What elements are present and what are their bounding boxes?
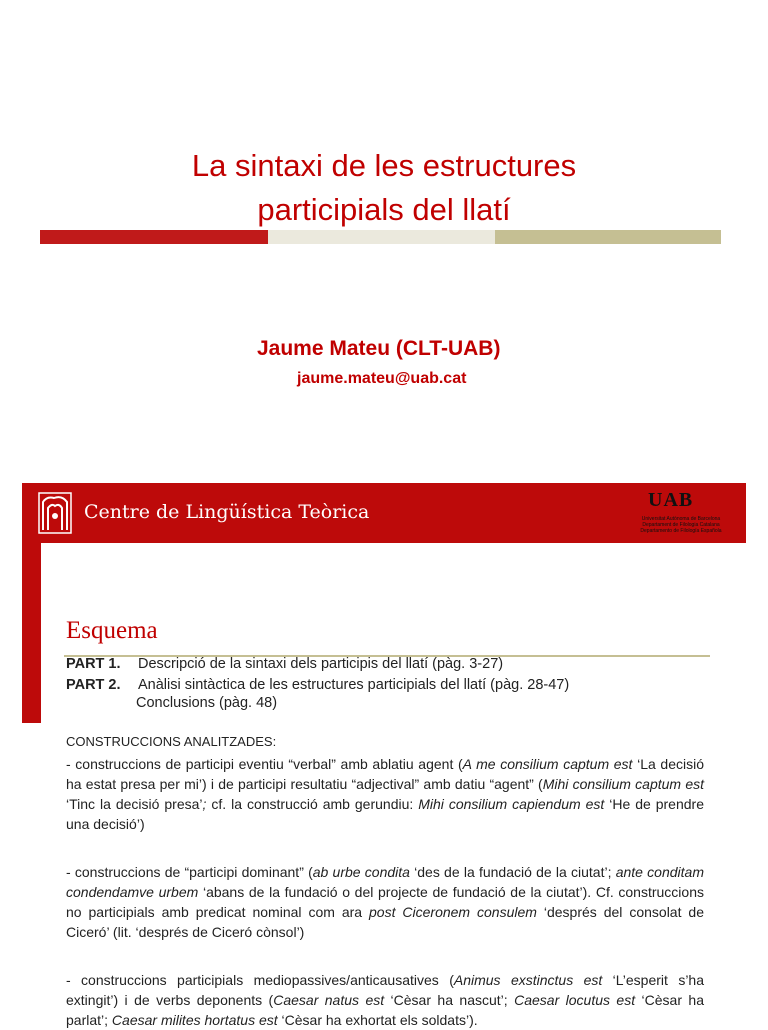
uab-logo xyxy=(620,489,740,539)
p3-latin-1: Animus exstinctus est xyxy=(453,972,603,988)
p1-text-4: cf. la construcció amb gerundiu: xyxy=(206,796,419,812)
p2-text-1: - construccions de “participi dominant” ( xyxy=(66,864,313,880)
part-2-label: PART 2. xyxy=(66,677,121,693)
p1-text-1: - construccions de participi eventiu “verbal” amb ablatiu agent ( xyxy=(66,756,463,772)
title-line-2: participials del llatí xyxy=(257,192,511,227)
author-email[interactable]: jaume.mateu@uab.cat xyxy=(297,370,467,387)
p3-text-3: ‘Cèsar ha nascut’; xyxy=(384,992,515,1008)
part-1-label: PART 1. xyxy=(66,656,121,672)
slide-title xyxy=(0,144,768,232)
p1-text-5: ‘He de prendre una decisió’) xyxy=(66,796,704,832)
p2-latin-2: ante conditam condendamve urbem xyxy=(66,864,704,900)
p3-text-5: ‘Cèsar ha exhortat els soldats’). xyxy=(277,1012,478,1028)
p3-text-2: ‘L’esperit s’ha extingit’) i de verbs deponents ( xyxy=(66,972,704,1008)
title-bar-olive xyxy=(495,230,721,244)
part-2 xyxy=(66,677,569,693)
title-bar-light xyxy=(268,230,495,244)
p1-text-3: ‘Tinc la decisió presa’ xyxy=(66,796,203,812)
conclusions: Conclusions (pàg. 48) xyxy=(136,695,278,711)
part-1-text: Descripció de la sintaxi dels participis del llatí (pàg. 3-27) xyxy=(138,656,504,672)
paragraph-1 xyxy=(66,754,704,834)
part-1 xyxy=(66,656,503,672)
p2-text-3: ‘abans de la fundació o del projecte de fundació de la ciutat’). Cf. construccions no participials amb predicat nominal com ara xyxy=(66,884,704,920)
uab-line-2: Departament de Filologia Catalana xyxy=(642,522,720,528)
paragraph-2 xyxy=(66,862,704,942)
section-heading: Esquema xyxy=(66,617,158,644)
p3-latin-4: Caesar milites hortatus est xyxy=(111,1012,278,1028)
author-name: Jaume Mateu (CLT-UAB) xyxy=(257,337,501,360)
clt-banner xyxy=(22,483,746,543)
part-2-text: Anàlisi sintàctica de les estructures participials del llatí (pàg. 28-47) xyxy=(138,677,570,693)
p3-text-1: - construccions participials mediopassives/anticausatives ( xyxy=(66,972,454,988)
uab-wordmark: UAB xyxy=(648,489,694,511)
centre-name: Centre de Lingüística Teòrica xyxy=(84,501,370,523)
clt-logo-icon xyxy=(38,492,72,534)
uab-line-1: Universitat Autònoma de Barcelona xyxy=(641,516,721,522)
p1-latin-2: Mihi consilium captum est xyxy=(542,776,704,792)
p1-latin-1: A me consilium captum est xyxy=(462,756,633,772)
title-line-1: La sintaxi de les estructures xyxy=(191,148,577,183)
p2-text-2: ‘des de la fundació de la ciutat’; xyxy=(409,864,616,880)
uab-line-3: Departamento de Filología Española xyxy=(640,528,722,534)
p3-latin-2: Caesar natus est xyxy=(273,992,385,1008)
p1-text-2: ‘La decisió ha estat presa per mi’) i de participi resultatiu “adjectival” amb datiu “agent” ( xyxy=(66,756,704,792)
constructions-title: CONSTRUCCIONS ANALITZADES: xyxy=(66,734,277,749)
p2-latin-3: post Ciceronem consulem xyxy=(369,904,537,920)
left-red-stripe xyxy=(22,543,41,723)
paragraph-3 xyxy=(66,970,704,1030)
title-bar-red xyxy=(40,230,268,244)
p1-latin-3: Mihi consilium capiendum est xyxy=(418,796,605,812)
p3-text-4: ‘Cèsar ha parlat’; xyxy=(66,992,704,1028)
p2-latin-1: ab urbe condita xyxy=(312,864,410,880)
p3-latin-3: Caesar locutus est xyxy=(514,992,636,1008)
p1-semicolon: ; xyxy=(202,796,207,812)
p2-text-4: ‘després del consolat de Ciceró’ (lit. ‘després de Ciceró cònsol’) xyxy=(66,904,704,940)
